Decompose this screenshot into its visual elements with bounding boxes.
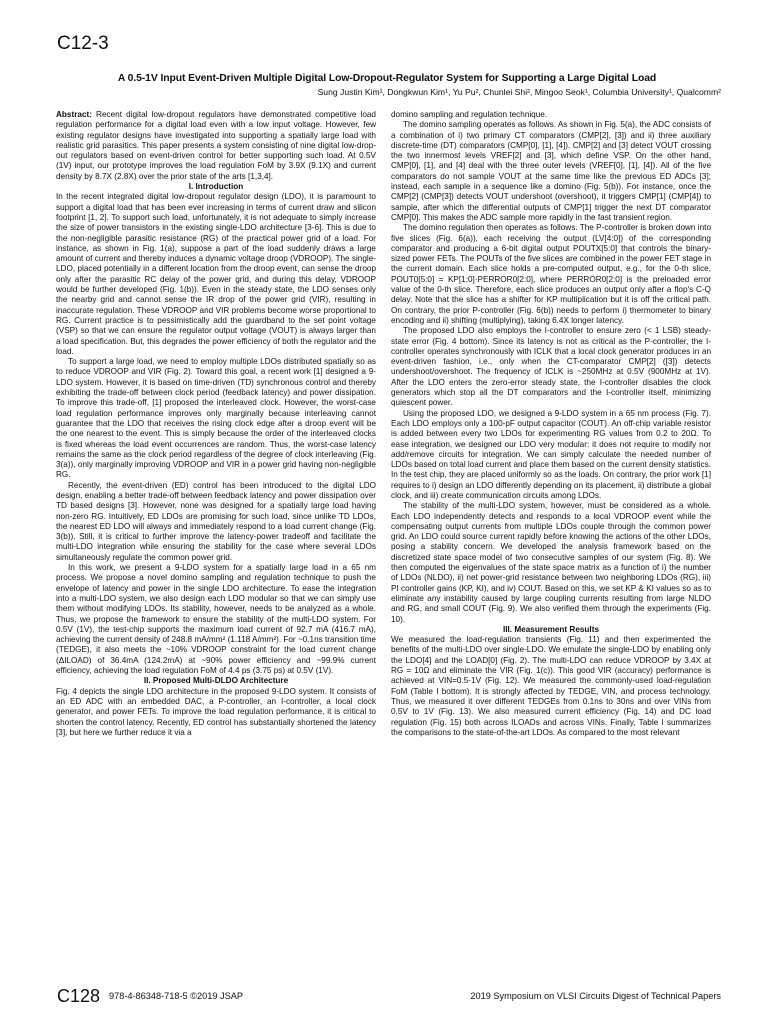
paper-title: A 0.5-1V Input Event-Driven Multiple Digital Low-Dropout-Regulator System for Supporting a Large Digital Load xyxy=(117,73,657,84)
intro-paragraph-2: To support a large load, we need to employ multiple LDOs distributed spatially so as to reduce VDROOP and VIR (Fig. 2). Toward this goal, a recent work [1] designed a 9-LDO system. However, it is based on time-driven (TD) synchronous control and thereby exhibiting the trade-off between clock period (feedback latency) and power dissipation. To improve this trade-off, [1] proposed the interleaved clock. However, the worst-case load regulation performance improves only marginally because interleaving cannot guarantee that the LDO that receives the rising clock edge after a droop event will be the one nearest to the event. This is simply because the order of the interleaved clocks is fixed whereas the load event occurrences are random. Thus, the worst-case latency remains the same as the clock period regardless of the degree of clock interleaving (Fig. 3(a)), only marginally improving VDROOP and VIR in a power grid having non-negligible RG. xyxy=(56,357,376,480)
heading-architecture: II. Proposed Multi-DLDO Architecture xyxy=(143,676,289,686)
heading-measurement-results: III. Measurement Results xyxy=(502,624,599,634)
continued-paragraph: domino sampling and regulation technique. xyxy=(391,110,548,119)
conference-name: 2019 Symposium on VLSI Circuits Digest of Technical Papers xyxy=(470,991,721,1001)
isbn-copyright: 978-4-86348-718-5 ©2019 JSAP xyxy=(109,991,243,1001)
page-number: C128 xyxy=(57,986,101,1006)
domino-regulation-paragraph: The domino regulation then operates as follows. The P-controller is broken down into five slices (Fig. 6(a)), each receiving the output (LV[4:0]) of the corresponding comparator and producing a 6-bit digital output POUTX[5:0] that controls the binary-sized power FETs. The POUTs of the five slices are combined in the power FET stage in the current domain. Each slice holds a pre-computed output, e.g., for the 0-th slice, POUT0[5:0] = KP[1:0]·PERROR0[2:0], where PERROR0[2:0] is the preloaded error value of the 0-th slice. Therefore, each slice produces an output only after a flop's C-Q delay. Note that the slice has a shifter for KP multiplication but it is off the critical path. On contrary, the prior P-controller (Fig. 6(b)) needs to perform i) thermometer to binary encoding and ii) shifting (multiplying), taking 6.4X longer latency. xyxy=(391,223,711,325)
intro-paragraph-4: In this work, we present a 9-LDO system for a spatially large load in a 65 nm process. We propose a novel domino sampling and regulation technique to push the envelope of latency and power in the single LDO architecture. To ease the integration into a multi-LDO system, we also design each LDO modular so that we can simply use them without modifying LDOs. Its stability, however, needs to be analyzed as a whole. Thus, we propose the framework to ensure the stability of the multi-LDO system. For 0.5V (1V), the test-chip supports the maximum load current of 92.7 mA (416.7 mA), achieving the current density of 248.8 mA/mm² (1.118 A/mm²). For ~0.1ns transition time (TEDGE), it also meets the ~10% VDROOP constraint for the load current change (ΔILOAD) of 36.4mA (124.2mA) at ~90% power efficiency and ~99.9% current efficiency, achieving the load regulation FoM of 4.4 ps (3.75 ps) at 0.5V (1V). xyxy=(56,563,376,676)
results-paragraph: We measured the load-regulation transients (Fig. 11) and then experimented the benefits of the multi-LDO over single-LDO. We emulate the single-LDO by enabling only the LDO[4] and the LOAD[0] (Fig. 2). The multi-LDO can reduce VDROOP by 3.4X at RG = 10Ω and eliminate the VIR (Fig. 1(c)). This good VIR (accuracy) performance is achieved at VIN=0.5-1V (Fig. 12). We measured the commonly-used load-regulation FoM (Table I bottom). It is strongly affected by TEDGE, VIN, and process technology. Thus, we measured it over different TEDGEs from 0.1ns to 30ns and over VINs from 0.5V to 1V (Fig. 13). We also measured current efficiency (Fig. 14) and DC load regulation (Fig. 15) both across ILOADs and across VINs. Finally, Table I summarizes the comparisons to the state-of-the-art LDOs. As compared to the most relevant xyxy=(391,635,711,737)
heading-introduction: I. Introduction xyxy=(188,182,244,192)
intro-paragraph-1: In the recent integrated digital low-dropout regulator design (LDO), it is paramount to support a digital load that has been ever increasing in terms of current draw and silicon footprint [1, 2]. To support such load, unfortunately, it is not adequate to simply increase the size of power transistors in the existing single-LDO architecture [3-6]. This is due to the non-negligible parasitic resistance (RG) of the practical power grid of a load. For instance, as shown in Fig. 1(a), suppose a part of the load suddenly draws a large amount of current and thereby induces a dynamic voltage droop (VDROOP). The single-LDO, placed potentially in a different location from the droop event, can sense the droop only after the parasitic RC delay of the power grid, and during this delay, VDROOP would be further developed (Fig. 1(b)). Even in the steady state, the LDO senses only the nearby grid and cannot sense the IR drop of the power grid (VIR), resulting in inaccurate regulation. These VDROOP and VIR problems become worse proportional to RG. Current practice is to pessimistically add the guardband to the set point voltage (VSP) so that we can ensure the regulator output voltage (VOUT) is always larger than a load specification. But, this degrades the power efficiency of both the regulator and the load. xyxy=(56,192,376,356)
abstract-paragraph xyxy=(56,110,376,182)
architecture-paragraph-1: Fig. 4 depicts the single LDO architecture in the proposed 9-LDO system. It consists of an ED ADC with an embedded DAC, a P-controller, an I-controller, a local clock generator, and power FETs. To improve the load regulation performance, it is critical to shorten the control latency. Recently, ED control has substantially shortened the latency [3], but here we further reduce it via a xyxy=(56,686,376,737)
session-id: C12-3 xyxy=(57,33,109,54)
page-footer xyxy=(57,986,721,1008)
stability-paragraph: The stability of the multi-LDO system, however, must be considered as a whole. Each LDO independently detects and responds to a local VDROOP event while the compensating output currents from multiple LDOs couple through the common power grid. An LDO could source current rapidly before knowing the actions of the other LDOs, posing a stability concern. We developed the analysis framework based on the discretized state space model of two consecutive samples of our system (Fig. 8). We then computed the eigenvalues of the state space matrix as a function of i) the number of LDOs (NLDO), ii) net power-grid resistance between two neighboring LDOs (RG), iii) PI controller gains (KP, KI), and iv) COUT. Based on this, we set KP & KI values so as to eliminate any instability caused by large coupling currents resulting from large NLDO and RG, and small COUT (Fig. 9). We also verified them through the experiments (Fig. 10). xyxy=(391,501,711,624)
system-paragraph: Using the proposed LDO, we designed a 9-LDO system in a 65 nm process (Fig. 7). Each LDO employs only a 100-pF output capacitor (COUT). An off-chip variable resistor is added between every two LDOs for experimenting RG values from 0.2 to 20Ω. To ease integration, we designed our LDO very modular: it does not require to modify nor add/remove circuits for integration. We can simply calculate the needed number of LDOs based on total load current and place them based on the current density statistics. In the test chip, they are placed uniformly so as the loads. On contrary, the prior work [1] requires to i) design an LDO differently depending on its placement, ii) distribute a global clock, and iii) create communication circuits among LDOs. xyxy=(391,408,711,500)
left-column xyxy=(56,110,376,738)
intro-paragraph-3: Recently, the event-driven (ED) control has been introduced to the digital LDO design, enabling a better trade-off between feedback latency and power dissipation over TD based designs [3]. However, none was designed for a spatially large load having non-zero RG. Intuitively, ED LDOs are promising for such load, since unlike TD LDOs, the nearest ED LDO will always and immediately respond to a load current change (Fig. 3(b)). Still, it is critical to further improve the latency-power tradeoff and facilitate the multi-LDO integration while ensuring the stability for the case where several LDOs simultaneously regulate the common power grid. xyxy=(56,480,376,562)
abstract-text: Recent digital low-dropout regulators have demonstrated competitive load regulation performance for a digital load even with a low input voltage. However, few existing regulator designs have investigated into supporting a spatially large load with realistic grid parasitics. This paper presents a system consisting of nine digital low-drop-out regulators based on event-driven control for better supporting such load. At 0.5V (1V) input, our prototype improves the load regulation FoM by 3.9X (9.1X) and current density by 8.7X (2.8X) over the prior state of the arts [1,3,4]. xyxy=(56,110,376,181)
domino-sampling-paragraph: The domino sampling operates as follows. As shown in Fig. 5(a), the ADC consists of a combination of i) two primary CT comparators (CMP[2], [3]) and ii) three auxiliary discrete-time (DT) comparators (CMP[0], [1], [4]). CMP[2] and [3] detect VOUT crossing the two innermost levels VREF[2] and [3], which define VSP. On the other hand, CMP[0], [1], and [4] deal with the three outer levels (VREF[0], [1], [4]). All of the five comparators do not sample VOUT at the same time like the previous ED ADCs [3]; instead, each sample in a sequence like a domino (Fig. 5(b)). For instance, once the CMP[2] (CMP[3]) detects VOUT undershoot (overshoot), it triggers CMP[1] (CMP[4]) to sample, after which the differential outputs of CMP[1] trigger the next DT comparator CMP[0]. This makes the ADC sample more rapidly in the fast transient region. xyxy=(391,120,711,222)
abstract-label: Abstract: xyxy=(56,110,92,119)
paper-authors: Sung Justin Kim¹, Dongkwun Kim¹, Yu Pu², Chunlei Shi², Mingoo Seok¹, Columbia University¹, Qualcomm² xyxy=(317,87,721,97)
i-controller-paragraph: The proposed LDO also employs the I-controller to ensure zero (< 1 LSB) steady-state error (Fig. 4 bottom). Since its latency is not as critical as the P-controller, the I-controller operates synchronously with ICLK that a local clock generator produces in an event-driven fashion, i.e., only when the CT-comparator CMP[2] ([3]) detects undershoot/overshoot. The frequency of ICLK is ~250MHz at 0.5V (900MHz at 1V). After the LDO enters the zero-error steady state, the I-controller disables the clock generators which stop all the DT comparators and the I-controller itself, minimizing quiescent power. xyxy=(391,326,711,408)
right-column xyxy=(391,110,711,738)
